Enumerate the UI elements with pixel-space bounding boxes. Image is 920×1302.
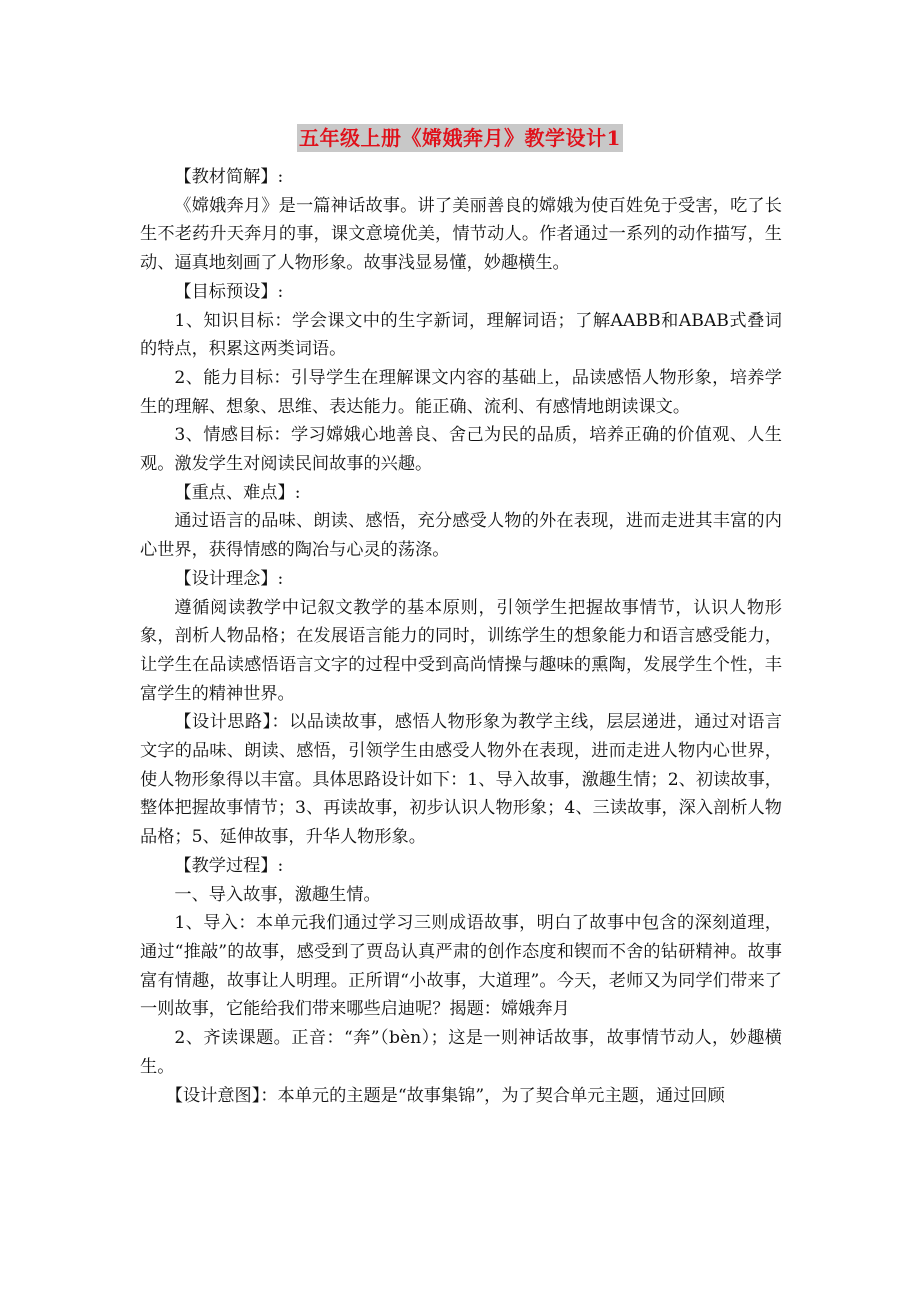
paragraph-knowledge-objective: 1、知识目标：学会课文中的生字新词，理解词语；了解AABB和ABAB式叠词的特点，积累这两类词语。: [140, 310, 782, 360]
section-heading-design-concept: 【设计理念】:: [174, 568, 284, 589]
paragraph-design-intent: 【设计意图】：本单元的主题是“故事集锦”，为了契合单元主题，通过回顾: [165, 1085, 725, 1106]
section-heading-textbook-summary: 【教材简解】:: [174, 167, 284, 187]
paragraph-textbook-summary: 《嫦娥奔月》是一篇神话故事。讲了美丽善良的嫦娥为使百姓免于受害，吃了长生不老药升天奔月的事，课文意境优美，情节动人。作者通过一系列的动作描写，生动、逼真地刻画了人物形象。故事浅显易懂，妙趣横生。: [140, 195, 782, 274]
paragraph-introduction: 1、导入：本单元我们通过学习三则成语故事，明白了故事中包含的深刻道理，通过“推敲”的故事，感受到了贾岛认真严肃的创作态度和锲而不舍的钻研精神。故事富有情趣，故事让人明理。正所谓“小故事，大道理”。今天，老师又为同学们带来了一则故事，它能给我们带来哪些启迪呢？揭题：嫦娥奔月: [140, 913, 782, 1020]
paragraph-key-points: 通过语言的品味、朗读、感悟，充分感受人物的外在表现，进而走进其丰富的内心世界，获得情感的陶冶与心灵的荡涤。: [140, 511, 782, 561]
paragraph-step-one: 一、导入故事，激趣生情。: [174, 884, 381, 905]
paragraph-design-ideas: 【设计思路】：以品读故事，感悟人物形象为教学主线，层层递进，通过对语言文字的品味、朗读、感悟，引领学生由感受人物外在表现，进而走进人物内心世界，使人物形象得以丰富。具体思路设计如下：1、导入故事，激趣生情；2、初读故事，整体把握故事情节；3、再读故事，初步认识人物形象；4、三读故事，深入剖析人物品格；5、延伸故事，升华人物形象。: [140, 712, 782, 848]
title-container: [0, 124, 920, 152]
paragraph-ability-objective: 2、能力目标：引导学生在理解课文内容的基础上，品读感悟人物形象，培养学生的理解、想象、思维、表达能力。能正确、流利、有感情地朗读课文。: [140, 367, 782, 417]
paragraph-read-title: 2、齐读课题。正音：“奔”（bèn）；这是一则神话故事，故事情节动人，妙趣横生。: [140, 1028, 782, 1077]
section-heading-teaching-process: 【教学过程】:: [174, 855, 284, 876]
section-heading-key-points: 【重点、难点】:: [174, 482, 301, 503]
paragraph-design-concept: 遵循阅读教学中记叙文教学的基本原则，引领学生把握故事情节，认识人物形象，剖析人物品格；在发展语言能力的同时，训练学生的想象能力和语言感受能力，让学生在品读感悟语言文字的过程中受到高尚情操与趣味的熏陶，发展学生个性，丰富学生的精神世界。: [140, 597, 782, 704]
document-title: 五年级上册《嫦娥奔月》教学设计1: [299, 126, 621, 150]
section-heading-objectives: 【目标预设】:: [174, 281, 284, 302]
document-body: [140, 163, 782, 1110]
paragraph-emotion-objective: 3、情感目标：学习嫦娥心地善良、舍己为民的品质，培养正确的价值观、人生观。激发学生对阅读民间故事的兴趣。: [140, 425, 782, 475]
